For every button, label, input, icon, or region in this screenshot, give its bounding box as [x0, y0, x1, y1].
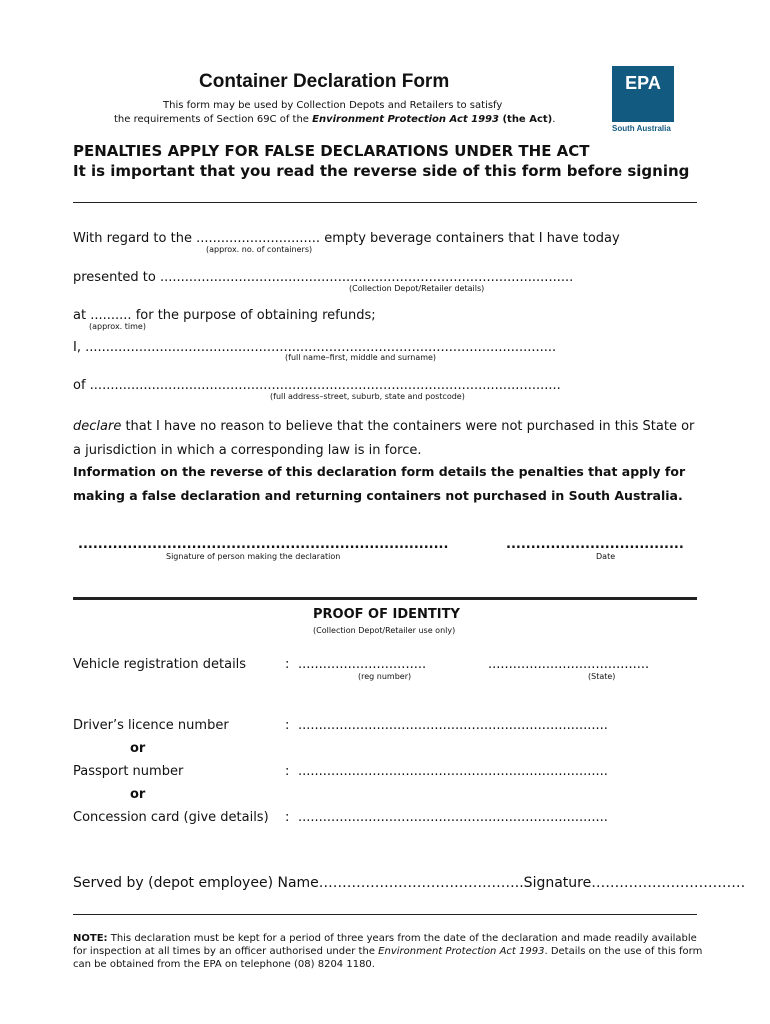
concession-colon: :: [285, 810, 290, 825]
containers-caption: (approx. no. of containers): [206, 245, 313, 254]
address-caption: (full address–street, suburb, state and postcode): [270, 392, 465, 401]
address-field[interactable]: ..................................................................................................................: [89, 378, 561, 393]
declaration-line-presented: [73, 270, 573, 285]
declare-word: declare: [73, 419, 122, 434]
vehicle-state-caption: (State): [588, 672, 616, 681]
proof-title: PROOF OF IDENTITY: [313, 607, 460, 622]
signature-field[interactable]: ...........................................................................: [78, 537, 449, 552]
form-title: Container Declaration Form: [199, 71, 450, 92]
passport-field[interactable]: ...........................................................................: [298, 764, 608, 779]
presented-prefix: presented to: [73, 270, 156, 285]
containers-field[interactable]: ..............................: [196, 231, 321, 246]
form-subtitle-line2: [114, 114, 555, 125]
date-field[interactable]: ....................................: [506, 537, 684, 552]
containers-prefix: With regard to the: [73, 231, 192, 246]
vehicle-colon: :: [285, 657, 290, 672]
note-paragraph: [73, 932, 703, 971]
penalties-heading: PENALTIES APPLY FOR FALSE DECLARATIONS UNDER THE ACT: [73, 142, 590, 160]
declaration-line-address: [73, 378, 561, 393]
concession-field[interactable]: ...........................................................................: [298, 810, 608, 825]
epa-logo-subtitle: South Australia: [612, 124, 671, 133]
name-caption: (full name–first, middle and surname): [285, 353, 437, 362]
time-prefix: at: [73, 308, 87, 323]
time-field[interactable]: ..........: [90, 308, 132, 323]
time-suffix: for the purpose of obtaining refunds;: [135, 308, 376, 323]
subtitle-end: .: [552, 114, 556, 125]
vehicle-reg-field[interactable]: ...............................: [298, 657, 427, 672]
date-caption: Date: [596, 552, 616, 561]
declare-paragraph: [73, 415, 703, 463]
epa-logo: [612, 66, 674, 122]
note-act: Environment Protection Act 1993: [378, 946, 545, 957]
vehicle-state-field[interactable]: .......................................: [488, 657, 650, 672]
epa-logo-text: EPA: [625, 73, 661, 93]
divider-top: [73, 202, 697, 203]
containers-suffix: empty beverage containers that I have today: [324, 231, 620, 246]
declare-text: that I have no reason to believe that the containers were not purchased in this State or a jurisdiction in which a corresponding law is in force.: [73, 419, 695, 458]
depot-caption: (Collection Depot/Retailer details): [349, 284, 485, 293]
name-prefix: I,: [73, 340, 81, 355]
vehicle-label: Vehicle registration details: [73, 657, 247, 672]
or-label-2: or: [130, 787, 146, 802]
penalties-subheading: It is important that you read the reverse side of this form before signing: [73, 162, 690, 180]
address-prefix: of: [73, 378, 86, 393]
proof-subtitle: (Collection Depot/Retailer use only): [313, 626, 456, 635]
passport-colon: :: [285, 764, 290, 779]
or-label-1: or: [130, 741, 146, 756]
vehicle-reg-caption: (reg number): [358, 672, 412, 681]
form-subtitle-line1: This form may be used by Collection Depots and Retailers to satisfy: [163, 100, 503, 111]
licence-label: Driver’s licence number: [73, 718, 229, 733]
note-text-before: This declaration must be kept for a period of three years from the date of the declaration and made readily available for inspection at all times by an officer authorised under the: [73, 933, 697, 957]
depot-field[interactable]: ....................................................................................................: [160, 270, 574, 285]
note-text-after: . Details on the use of this form can be obtained from the EPA on telephone (08) 8204 1180.: [73, 946, 703, 970]
time-caption: (approx. time): [89, 322, 146, 331]
full-name-field[interactable]: ..................................................................................................................: [85, 340, 557, 355]
served-by-line[interactable]: Served by (depot employee) Name……………………………………..Signature……………………………: [73, 875, 746, 891]
declaration-line-containers: [73, 231, 620, 246]
subtitle-prefix: the requirements of Section 69C of the: [114, 114, 313, 125]
subtitle-act: Environment Protection Act 1993: [312, 114, 499, 125]
divider-bottom: [73, 914, 697, 915]
licence-colon: :: [285, 718, 290, 733]
concession-label: Concession card (give details): [73, 810, 269, 825]
passport-label: Passport number: [73, 764, 184, 779]
divider-middle: [73, 597, 697, 600]
signature-caption: Signature of person making the declaration: [166, 552, 341, 561]
info-paragraph: Information on the reverse of this declaration form details the penalties that apply for making a false declaration and returning containers not purchased in South Australia.: [73, 464, 686, 503]
licence-field[interactable]: ...........................................................................: [298, 718, 608, 733]
note-label: NOTE:: [73, 933, 108, 944]
declaration-line-time: [73, 308, 376, 323]
subtitle-suffix: (the Act): [498, 114, 553, 125]
